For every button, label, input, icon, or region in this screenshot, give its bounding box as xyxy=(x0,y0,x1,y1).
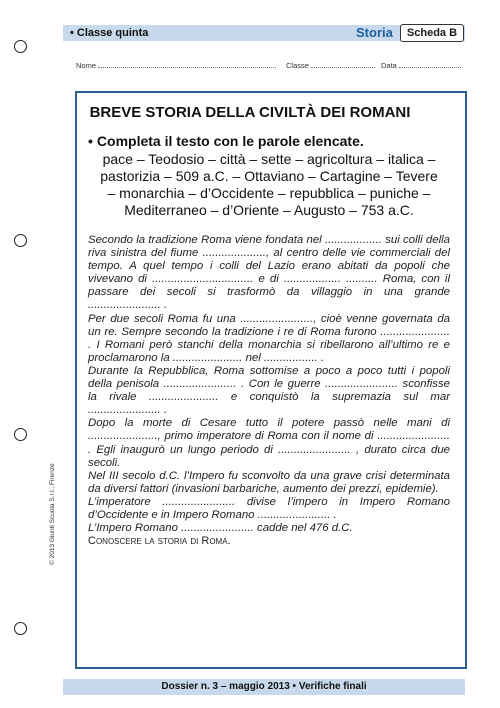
fill-in-passage xyxy=(88,234,450,548)
word-bank xyxy=(90,151,448,219)
passage-paragraph: Per due secoli Roma fu una ......................., cioè venne governata da un re. Sempre secondo la tradizione i re di Roma furono ...................... . I Romani però stanchi della monarchia si ribellarono all’ultimo re e proclamarono la ...................... nel ................. . xyxy=(88,312,450,364)
date-field[interactable] xyxy=(381,61,461,70)
word-bank-line: Mediterraneo – d’Oriente – Augusto – 753 a.C. xyxy=(124,202,414,218)
worksheet-title: BREVE STORIA DELLA CIVILTÀ DEI ROMANI xyxy=(89,104,411,121)
passage-paragraph: Nel III secolo d.C. l’Impero fu sconvolto da una grave crisi determinata da diversi fattori (invasioni barbariche, aumento dei prezzi, epidemie). xyxy=(88,469,450,495)
bullet-icon: • xyxy=(88,133,93,149)
grade-label: • Classe quinta xyxy=(70,27,149,39)
class-field[interactable] xyxy=(286,61,375,70)
word-bank-line: – monarchia – d’Occidente – repubblica – puniche – xyxy=(107,185,431,201)
passage-paragraph: Dopo la morte di Cesare tutto il potere passò nelle mani di ......................, primo imperatore di Roma con il nome di ....................... . Egli inaugurò un lungo periodo di ....................... , durato circa due secoli. xyxy=(88,417,450,469)
date-line[interactable] xyxy=(399,61,461,68)
instruction-text: Completa il testo con le parole elencate. xyxy=(96,133,364,149)
date-label: Data xyxy=(381,61,397,70)
name-field[interactable] xyxy=(76,61,276,70)
binder-hole xyxy=(14,234,27,247)
passage-paragraph: L’Impero Romano ....................... cadde nel 476 d.C. xyxy=(88,522,353,535)
binder-hole xyxy=(14,428,27,441)
name-line[interactable] xyxy=(98,61,276,68)
class-line[interactable] xyxy=(311,61,375,68)
passage-paragraph: Durante la Repubblica, Roma sottomise a poco a poco tutti i popoli della penisola ....................... . Con le guerre ....................... sconfisse la rivale ...................... e conquistò la supremazia sul mar ....................... . xyxy=(88,364,450,417)
subject-label: Storia xyxy=(356,25,393,40)
source-note: Conoscere la storia di Roma. xyxy=(88,535,231,548)
word-bank-line: pastorizia – 509 a.C. – Ottaviano – Cartagine – Tevere xyxy=(100,168,438,184)
name-label: Nome xyxy=(76,61,97,70)
word-bank-line: pace – Teodosio – città – sette – agricoltura – italica – xyxy=(102,151,436,167)
class-label: Classe xyxy=(286,61,309,70)
sheet-tag: Scheda B xyxy=(400,24,464,42)
instruction xyxy=(88,133,364,149)
passage-paragraph: Secondo la tradizione Roma viene fondata nel .................. sui colli della riva sinistra del fiume ...................., al centro delle vie commerciali del tempo. A quel tempo i colli del Lazio erano abitati da popoli che vivevano di ................................ e di .................. .......... Roma, con il passare dei secoli si trasformò da villaggio in una grande ....................... . xyxy=(88,234,450,312)
binder-hole xyxy=(14,622,27,635)
binder-hole xyxy=(14,40,27,53)
passage-paragraph: L’imperatore ....................... divise l’impero in Impero Romano d’Occidente e in Impero Romano ....................... . xyxy=(88,495,450,521)
copyright-credit: © 2013 Giunti Scuola S.r.l., Firenze xyxy=(49,463,56,565)
footer-text: Dossier n. 3 – maggio 2013 • Verifiche finali xyxy=(161,681,367,692)
